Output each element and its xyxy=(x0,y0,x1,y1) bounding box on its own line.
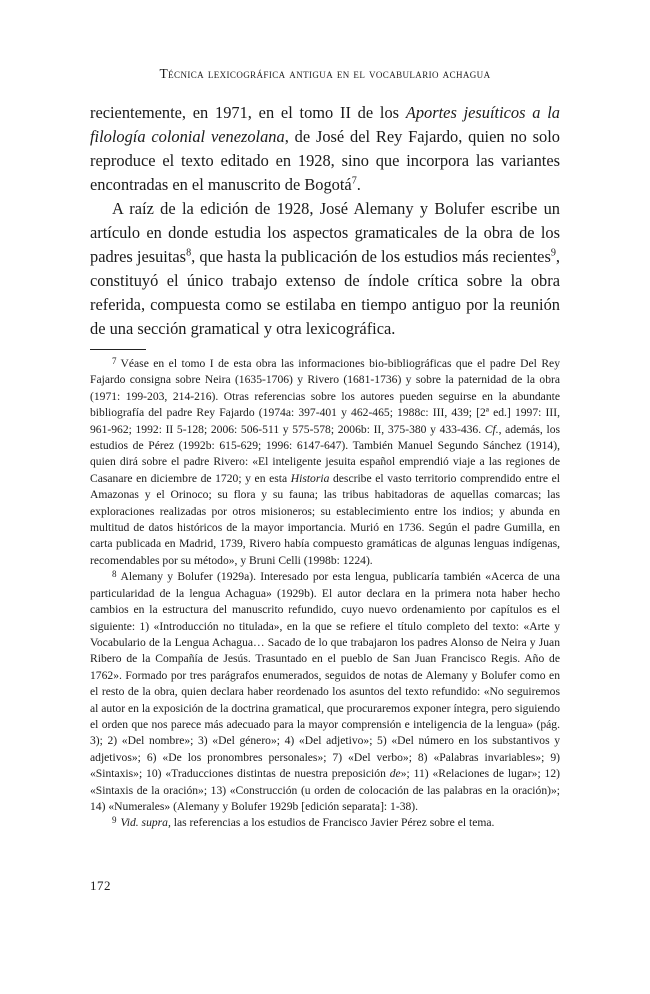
footnote-separator xyxy=(90,349,146,350)
footnote-number: 8 xyxy=(112,569,117,580)
body-paragraph-2: A raíz de la edición de 1928, José Alemany y Bolufer escribe un artículo en donde estudia los aspectos gramaticales de la obra de los padres jesuitas$^8$, que hasta la publicación de los estudios más recientes$^9$, constituyó el único trabajo extenso de índole crítica sobre la obra referida, compuesta como se estilaba en tiempo antiguo por la reunión de una sección gramatical y otra lexicográfica. xyxy=(90,199,561,338)
footnote-9: $^9$ Vid. supra, las referencias a los estudios de Francisco Javier Pérez sobre el tema. xyxy=(112,815,495,830)
page-number: 172 xyxy=(90,878,111,893)
body-paragraph-1: recientemente, en 1971, en el tomo II de los Aportes jesuíticos a la filología colonial venezolana, de José del Rey Fajardo, quien no solo reproduce el texto editado en 1928, sino que incorpora las variantes encontradas en el manuscrito de Bogotá$^7$. xyxy=(90,103,560,194)
footnote-number: 7 xyxy=(112,355,117,366)
running-header: Técnica lexicográfica antigua en el vocabulario achagua xyxy=(159,66,491,81)
footnote-ref-9[interactable]: 9 xyxy=(550,247,556,259)
footnote-ref-8[interactable]: 8 xyxy=(186,247,192,259)
footnotes xyxy=(90,356,560,832)
footnote-7: $^7$ Véase en el tomo I de esta obra las informaciones bio-bibliográficas que el padre Del Rey Fajardo consigna sobre Neira (1635-1706) y Rivero (1681-1736) y sobre la paternidad de la obra (1971: 199-203, 214-216). Otras referencias sobre los autores pueden seguirse en la abundante bibliografía del padre Rey Fajardo (1974a: 397-401 y 462-465; 1988c: III, 439; [2ª ed.] 1997: III, 961-962; 1992: II 5-128; 2006: 506-511 y 575-578; 2006b: II, 375-380 y 433-436. Cf., además, los estudios de Pérez (1992b: 615-629; 1996: 6147-647). También Manuel Segundo Sánchez (1914), quien dirá sobre el padre Rivero: «El inteligente jesuita español emprendió viaje a las regiones de Casanare en diciembre de 1720; y en esta Historia describe el vasto territorio comprendido entre el Amazonas y el Orinoco; su flora y su fauna; las tribus habitadoras de aquellas comarcas; las exploraciones realizadas por otros misioneros; su establecimiento entre los indios; y abunda en multitud de datos históricos de la mayor importancia. Murió en 1736. Según el padre Gumilla, en carta publicada en Madrid, 1739, Rivero había compuesto gramáticas de algunas lenguas indígenas, recomendables por su método», y Bruni Celli (1998b: 1224). xyxy=(90,355,561,567)
body-text xyxy=(90,101,560,341)
footnote-ref-7[interactable]: 7 xyxy=(351,175,357,187)
footnote-8: $^8$ Alemany y Bolufer (1929a). Interesado por esta lengua, publicaría también «Acerca de una particularidad de la lengua Achagua» (1929b). El autor declara en la primera nota haber hecho cambios en la estructura del manuscrito refundido, cuyo nuevo ordenamiento por capítulos es el siguiente: 1) «Introducción no titulada», en la que se refiere el título completo del texto: «Arte y Vocabulario de la Lengua Achagua… Sacado de lo que trabajaron los padres Alonso de Neira y Juan Ribero de la Compañía de Jesús. Trasuntado en el pueblo de San Juan Francisco Regis. Año de 1762». Formado por tres parágrafos enumerados, seguidos de notas de Alemany y Bolufer como en el resto de la obra, quien declara haber reordenado los asuntos del texto refundido: «No seguiremos al autor en la exposición de la doctrina gramatical, que procuraremos exponer íntegra, pero siguiendo el orden que nos parece más adecuado para la mayor comprensión e inteligencia de la lengua» (pág. 3); 2) «Del nombre»; 3) «Del género»; 4) «Del adjetivo»; 5) «Del número en los substantivos y adjetivos»; 6) «De los pronombres personales»; 7) «Del verbo»; 8) «Palabras invariables»; 9) «Sintaxis»; 10) «Traducciones distintas de nuestra preposición de»; 11) «Relaciones de lugar»; 12) «Sintaxis de la oración»; 13) «Construcción (u orden de colocación de las palabras en la oración)»; 14) «Numerales» (Alemany y Bolufer 1929b [edición separata]: 1-38). xyxy=(90,569,561,813)
footnote-number: 9 xyxy=(112,815,117,826)
